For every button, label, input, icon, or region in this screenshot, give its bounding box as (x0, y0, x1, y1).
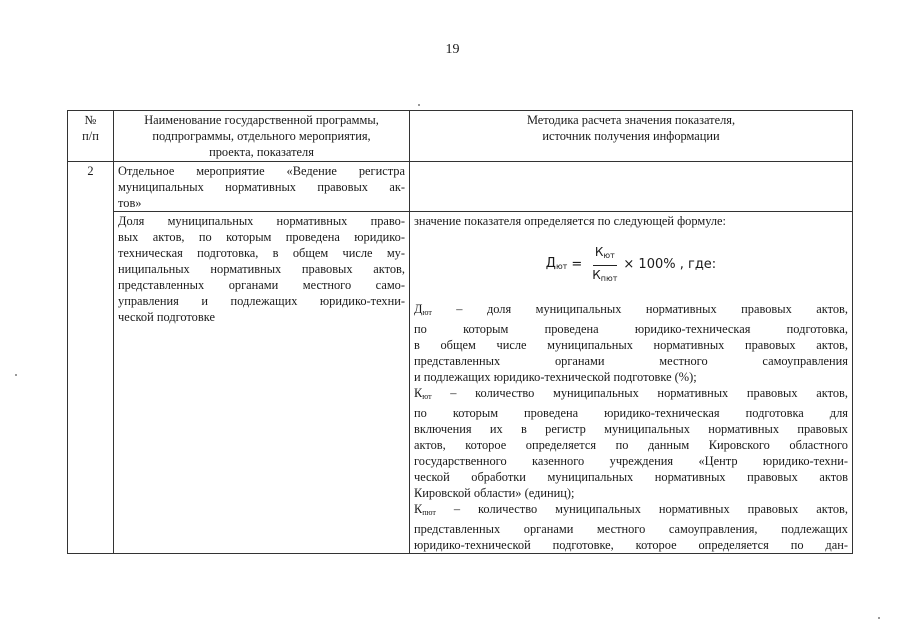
indicator-name-line: управления и подлежащих юридико-техни- (118, 294, 405, 308)
formula-intro: значение показателя определяется по следующей формуле: (414, 214, 726, 228)
definition-line: по которым проведена юридико-техническая подготовка для (414, 406, 848, 420)
table-row (68, 162, 853, 212)
indicator-name-line: вых актов, по которым проведена юридико- (118, 230, 405, 244)
definition-line: представленных органами местного самоуправления (414, 354, 848, 368)
table-header-row (68, 111, 853, 162)
formula-numerator: $К_{ют}$ (593, 244, 617, 266)
formula-tail: × 100% , где: (623, 257, 717, 272)
header-num-cell (68, 111, 114, 162)
indicator-table (67, 110, 853, 554)
formula-lhs: $Д_{ют}$ (545, 255, 568, 271)
definition-line: Кировской области» (единиц); (414, 486, 575, 500)
empty-method-cell (410, 162, 853, 212)
definition-dut (414, 301, 848, 385)
scan-artifact (15, 374, 17, 376)
scan-artifact (418, 104, 420, 106)
definition-line: представленных органами местного самоуправления, подлежащих (414, 522, 848, 536)
indicator-name-line: техническая подготовка, в общем числе му- (118, 246, 405, 260)
header-name-cell (114, 111, 410, 162)
definition-line: государственного казенного учреждения «Центр юридико-техни- (414, 454, 848, 468)
measure-name-line: муниципальных нормативных правовых ак- (118, 180, 405, 194)
formula (414, 229, 848, 301)
scan-artifact (878, 617, 880, 619)
measure-name-line: тов» (118, 196, 142, 210)
header-name-line: Наименование государственной программы, (144, 113, 379, 127)
indicator-name-line: Доля муниципальных нормативных право- (118, 214, 405, 228)
header-method-cell (410, 111, 853, 162)
definition-kut (414, 385, 848, 501)
indicator-name-line: ческой подготовке (118, 310, 215, 324)
definition-line: $Д_{ют}$ – доля муниципальных нормативных правовых актов, (414, 302, 848, 317)
header-num-line: № (84, 113, 97, 127)
formula-denominator: $К_{пют}$ (592, 267, 618, 283)
definition-line: $К_{ют}$ – количество муниципальных нормативных правовых актов, (414, 386, 848, 401)
definition-line: по которым проведена юридико-техническая подготовка, (414, 322, 848, 336)
header-method-line: Методика расчета значения показателя, (526, 113, 736, 127)
method-cell (410, 212, 853, 554)
page-number: 19 (445, 42, 460, 57)
definition-line: актов, которое определяется по данным Кировского областного (414, 438, 848, 452)
formula-fraction (590, 244, 619, 287)
row-num-cell: 2 (68, 162, 114, 554)
definition-line: юридико-технической подготовке, которое определяется по дан- (414, 538, 848, 552)
header-name-line: проекта, показателя (209, 145, 314, 159)
header-method-line: источник получения информации (542, 129, 720, 143)
indicator-name-line: ниципальных нормативных правовых актов, (118, 262, 405, 276)
header-num-line: п/п (82, 129, 99, 143)
header-name-line: подпрограммы, отдельного мероприятия, (152, 129, 371, 143)
definition-line: в общем числе муниципальных нормативных правовых актов, (414, 338, 848, 352)
definition-line: включения их в регистр муниципальных нормативных правовых (414, 422, 848, 436)
formula-equals: = (571, 257, 583, 272)
measure-name-line: Отдельное мероприятие «Ведение регистра (118, 164, 405, 178)
indicator-name-cell (114, 212, 410, 554)
measure-name-cell (114, 162, 410, 212)
definition-kput (414, 501, 848, 553)
definition-line: $К_{пют}$ – количество муниципальных нормативных правовых актов, (414, 502, 848, 517)
definition-line: ческой обработки муниципальных нормативных правовых актов (414, 470, 848, 484)
indicator-name-line: представленных органами местного само- (118, 278, 405, 292)
table-row (68, 212, 853, 554)
definition-line: и подлежащих юридико-технической подготовке (%); (414, 370, 697, 384)
